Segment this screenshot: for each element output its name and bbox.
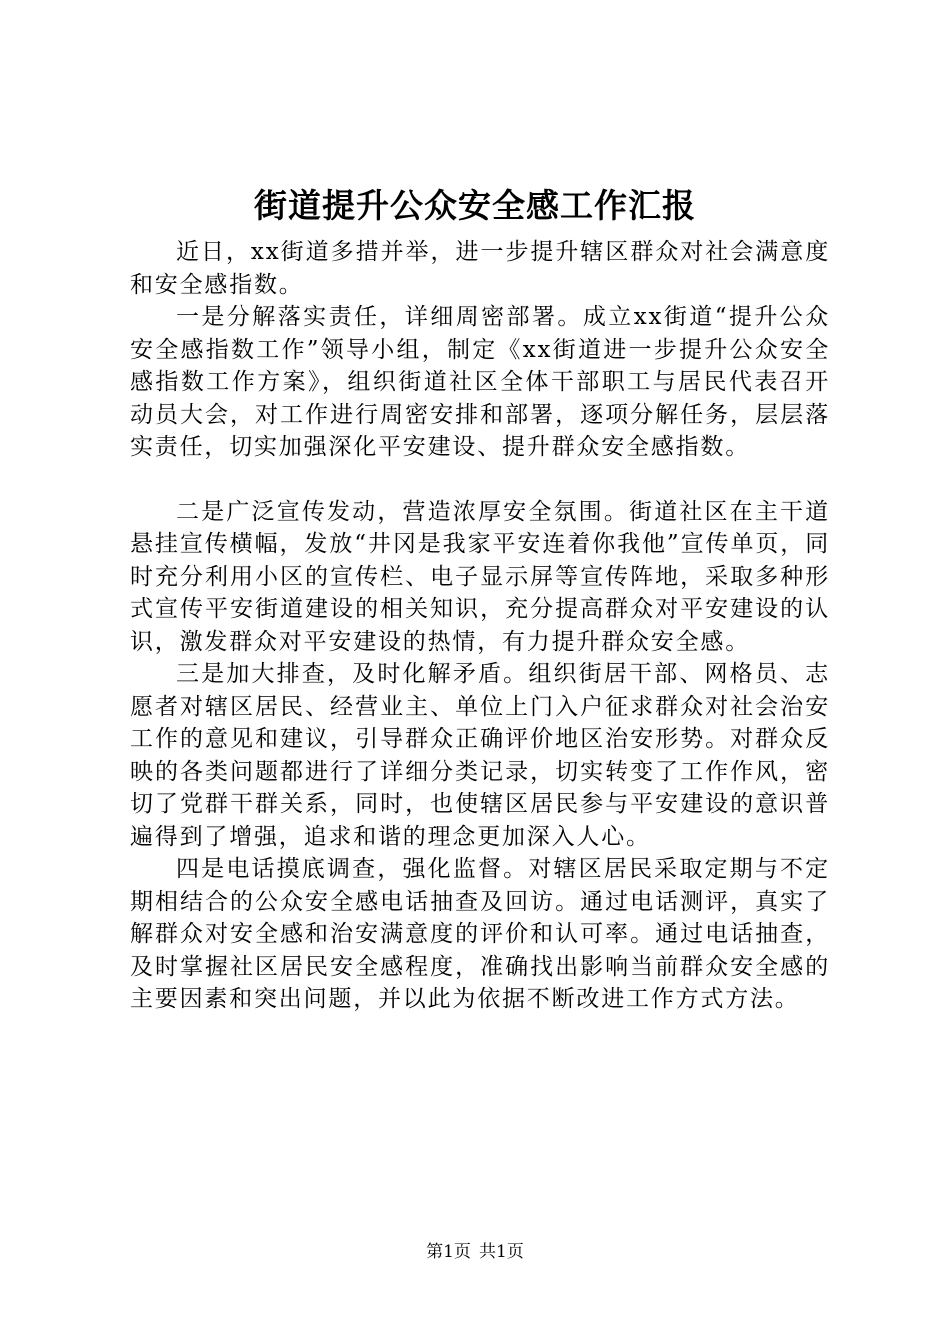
paragraph-four: 四是电话摸底调查，强化监督。对辖区居民采取定期与不定期相结合的公众安全感电话抽查及回访。通过电话测评，真实了解群众对安全感和治安满意度的评价和认可率。通过电话抽查，及时掌握社区居民安全感程度，准确找出影响当前群众安全感的主要因素和突出问题，并以此为依据不断改进工作方式方法。 [130,856,830,1012]
page-footer [0,1240,950,1264]
paragraph-three: 三是加大排查，及时化解矛盾。组织街居干部、网格员、志愿者对辖区居民、经营业主、单位上门入户征求群众对社会治安工作的意见和建议，引导群众正确评价地区治安形势。对群众反映的各类问题都进行了详细分类记录，切实转变了工作作风，密切了党群干群关系，同时，也使辖区居民参与平安建设的意识普遍得到了增强，追求和谐的理念更加深入人心。 [130,661,830,850]
document-title: 街道提升公众安全感工作汇报 [254,186,696,225]
paragraph-intro: 近日，xx街道多措并举，进一步提升辖区群众对社会满意度和安全感指数。 [130,239,830,298]
paragraph-one: 一是分解落实责任，详细周密部署。成立xx街道“提升公众安全感指数工作”领导小组，制定《xx街道进一步提升公众安全感指数工作方案》，组织街道社区全体干部职工与居民代表召开动员大会，对工作进行周密安排和部署，逐项分解任务，层层落实责任，切实加强深化平安建设、提升群众安全感指数。 [130,304,830,460]
paragraph-two: 二是广泛宣传发动，营造浓厚安全氛围。街道社区在主干道悬挂宣传横幅，发放“井冈是我家平安连着你我他”宣传单页，同时充分利用小区的宣传栏、电子显示屏等宣传阵地，采取多种形式宣传平安街道建设的相关知识，充分提高群众对平安建设的认识，激发群众对平安建设的热情，有力提升群众安全感。 [130,498,830,655]
page-total: 共1页 [479,1242,524,1262]
document-body [130,236,830,1016]
page-number: 第1页 [426,1242,471,1262]
